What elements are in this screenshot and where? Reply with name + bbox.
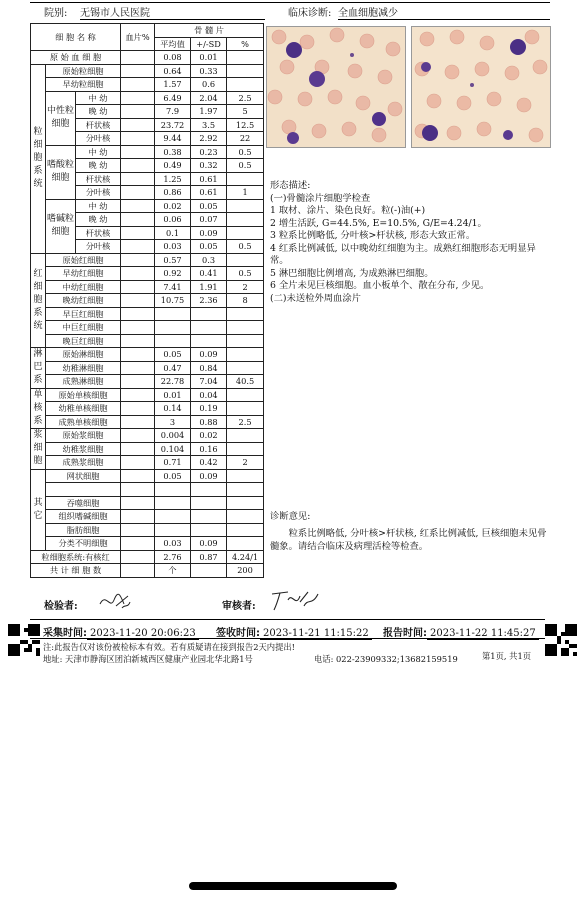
cell-name: 吞噬细胞 bbox=[46, 496, 121, 510]
table-row bbox=[31, 321, 264, 335]
cell-blood-pct bbox=[121, 483, 155, 497]
cell-sd: 0.88 bbox=[191, 415, 227, 429]
table-row bbox=[31, 375, 264, 389]
cell-subgroup-label: 中性粒细胞 bbox=[46, 91, 76, 145]
cell-mean: 0.004 bbox=[155, 429, 191, 443]
cell-mean: 10.75 bbox=[155, 294, 191, 308]
cell-blood-pct bbox=[121, 496, 155, 510]
cell-pct: 40.5 bbox=[227, 375, 264, 389]
cell-name: 杆状核 bbox=[76, 118, 121, 132]
cell-sd: 0.33 bbox=[191, 64, 227, 78]
cell-mean bbox=[155, 523, 191, 537]
cell-mean bbox=[155, 510, 191, 524]
cell-pct: 4.24/1 bbox=[227, 550, 264, 564]
cell-mean: 0.03 bbox=[155, 240, 191, 254]
cell-sd: 0.09 bbox=[191, 226, 227, 240]
cell-blood-pct bbox=[121, 105, 155, 119]
cell-sd bbox=[191, 523, 227, 537]
cell-name: 原始淋细胞 bbox=[46, 348, 121, 362]
cell-blood-pct bbox=[121, 429, 155, 443]
cell-pct: 1 bbox=[227, 186, 264, 200]
cell-blood-pct bbox=[121, 375, 155, 389]
cell-name: 晚 幼 bbox=[76, 105, 121, 119]
table-row bbox=[31, 348, 264, 362]
cell-sd: 1.97 bbox=[191, 105, 227, 119]
hospital-label: 院别: bbox=[44, 8, 68, 19]
cell-mean bbox=[155, 496, 191, 510]
cell-sd: 0.07 bbox=[191, 213, 227, 227]
table-row bbox=[31, 523, 264, 537]
cell-pct bbox=[227, 199, 264, 213]
cell-mean: 0.06 bbox=[155, 213, 191, 227]
smear-image-1 bbox=[267, 27, 405, 147]
cell-name: 杆状核 bbox=[76, 226, 121, 240]
cell-name: 晚巨红细胞 bbox=[46, 334, 121, 348]
inspector-signature bbox=[98, 590, 132, 612]
cell-sd: 0.42 bbox=[191, 456, 227, 470]
cell-sd: 2.04 bbox=[191, 91, 227, 105]
diagnosis-opinion bbox=[270, 510, 550, 553]
cell-pct bbox=[227, 213, 264, 227]
cell-name: 成熟单核细胞 bbox=[46, 415, 121, 429]
cell-sd bbox=[191, 483, 227, 497]
cell-pct bbox=[227, 483, 264, 497]
cell-pct: 0.5 bbox=[227, 145, 264, 159]
cell-blood-pct bbox=[121, 550, 155, 564]
table-row bbox=[31, 91, 264, 105]
cell-pct bbox=[227, 172, 264, 186]
cell-blood-pct bbox=[121, 348, 155, 362]
cell-mean bbox=[155, 321, 191, 335]
cell-name: 幼稚单核细胞 bbox=[46, 402, 121, 416]
table-row bbox=[31, 564, 264, 578]
cell-pct: 2.5 bbox=[227, 415, 264, 429]
cell-name: 幼稚浆细胞 bbox=[46, 442, 121, 456]
cell-sd: 2.92 bbox=[191, 132, 227, 146]
cell-subgroup-label: 嗜碱粒细胞 bbox=[46, 199, 76, 253]
cell-pct bbox=[227, 51, 264, 65]
cell-blood-pct bbox=[121, 132, 155, 146]
cell-name: 早幼粒细胞 bbox=[46, 78, 121, 92]
cell-sd: 0.16 bbox=[191, 442, 227, 456]
cell-pct bbox=[227, 429, 264, 443]
cell-count-table bbox=[30, 23, 264, 578]
footer-note: 注:此报告仅对该份被检标本有效。若有质疑请在接到报告2天内提出! bbox=[43, 642, 296, 652]
footer-page: 第1页, 共1页 bbox=[482, 651, 532, 661]
cell-mean: 0.08 bbox=[155, 51, 191, 65]
cell-sd: 0.19 bbox=[191, 402, 227, 416]
cell-name: 幼稚淋细胞 bbox=[46, 361, 121, 375]
table-row bbox=[31, 64, 264, 78]
cell-blood-pct bbox=[121, 334, 155, 348]
cell-blood-pct bbox=[121, 402, 155, 416]
cell-mean: 0.14 bbox=[155, 402, 191, 416]
cell-name: 组织嗜碱细胞 bbox=[46, 510, 121, 524]
cell-pct: 0.5 bbox=[227, 267, 264, 281]
cell-blood-pct bbox=[121, 199, 155, 213]
table-row bbox=[31, 496, 264, 510]
table-row bbox=[31, 456, 264, 470]
cell-name: 原始粒细胞 bbox=[46, 64, 121, 78]
table-row bbox=[31, 267, 264, 281]
cell-blood-pct bbox=[121, 159, 155, 173]
cell-mean: 7.41 bbox=[155, 280, 191, 294]
cell-mean: 1.57 bbox=[155, 78, 191, 92]
cell-mean: 1.25 bbox=[155, 172, 191, 186]
cell-blood-pct bbox=[121, 267, 155, 281]
cell-blood-pct bbox=[121, 523, 155, 537]
marrow-smear-photo-2 bbox=[411, 26, 551, 148]
cell-name: 早幼红细胞 bbox=[46, 267, 121, 281]
cell-pct: 200 bbox=[227, 564, 264, 578]
table-row bbox=[31, 510, 264, 524]
cell-name bbox=[46, 483, 121, 497]
cell-mean: 6.49 bbox=[155, 91, 191, 105]
cell-name: 分类不明细胞 bbox=[46, 537, 121, 551]
cell-blood-pct bbox=[121, 186, 155, 200]
morphology-title: 形态描述: bbox=[270, 180, 311, 191]
cell-name: 中幼红细胞 bbox=[46, 280, 121, 294]
morphology-line: 4 红系比例减低, 以中晚幼红细胞为主。成熟红细胞形态无明显异常。 bbox=[270, 242, 536, 266]
cell-name: 成熟浆细胞 bbox=[46, 456, 121, 470]
footer-address: 地址: 天津市静海区团泊新城西区健康产业园北华北路1号 bbox=[43, 654, 253, 664]
cell-blood-pct bbox=[121, 91, 155, 105]
table-row bbox=[31, 550, 264, 564]
cell-sd: 0.6 bbox=[191, 78, 227, 92]
cell-mean: 0.92 bbox=[155, 267, 191, 281]
cell-pct bbox=[227, 253, 264, 267]
cell-pct bbox=[227, 334, 264, 348]
cell-mean: 0.49 bbox=[155, 159, 191, 173]
col-header-marrow: 骨 髓 片 bbox=[155, 24, 264, 38]
morphology-line: (二)未送检外周血涂片 bbox=[270, 292, 361, 304]
inspector-label: 检验者: bbox=[44, 601, 78, 612]
cell-sd: 0.01 bbox=[191, 51, 227, 65]
cell-mean: 0.57 bbox=[155, 253, 191, 267]
cell-sd: 0.3 bbox=[191, 253, 227, 267]
table-row bbox=[31, 307, 264, 321]
collect-time-label: 采集时间: bbox=[43, 628, 87, 639]
cell-mean: 0.47 bbox=[155, 361, 191, 375]
cell-name: 中 幼 bbox=[76, 199, 121, 213]
table-row bbox=[31, 334, 264, 348]
cell-group-label: 红细胞系统 bbox=[31, 253, 46, 348]
cell-mean: 23.72 bbox=[155, 118, 191, 132]
table-row bbox=[31, 402, 264, 416]
cell-mean bbox=[155, 483, 191, 497]
cell-mean bbox=[155, 307, 191, 321]
cell-mean: 0.64 bbox=[155, 64, 191, 78]
table-row bbox=[31, 51, 264, 65]
cell-subgroup-label: 嗜酸粒细胞 bbox=[46, 145, 76, 199]
cell-blood-pct bbox=[121, 537, 155, 551]
col-header-blood: 血片% bbox=[121, 24, 155, 51]
receive-time-value: 2023-11-21 11:15:22 bbox=[260, 628, 372, 640]
cell-pct bbox=[227, 307, 264, 321]
cell-sd: 0.84 bbox=[191, 361, 227, 375]
cell-mean: 2.76 bbox=[155, 550, 191, 564]
cell-pct bbox=[227, 510, 264, 524]
collect-time-value: 2023-11-20 20:06:23 bbox=[87, 628, 199, 640]
cell-name: 早巨红细胞 bbox=[46, 307, 121, 321]
cell-blood-pct bbox=[121, 564, 155, 578]
morphology-line: 5 淋巴细胞比例增高, 为成熟淋巴细胞。 bbox=[270, 267, 434, 279]
cell-name: 网状细胞 bbox=[46, 469, 121, 483]
table-row bbox=[31, 361, 264, 375]
cell-mean: 3 bbox=[155, 415, 191, 429]
cell-sd: 0.61 bbox=[191, 172, 227, 186]
cell-sd bbox=[191, 510, 227, 524]
cell-mean: 0.05 bbox=[155, 469, 191, 483]
col-header-mean: 平均值 bbox=[155, 37, 191, 51]
cell-group-label: 粒细胞系统 bbox=[31, 64, 46, 253]
cell-pct bbox=[227, 537, 264, 551]
cell-sd: 1.91 bbox=[191, 280, 227, 294]
cell-pct: 0.5 bbox=[227, 159, 264, 173]
divider-top bbox=[30, 619, 545, 620]
cell-pct bbox=[227, 348, 264, 362]
cell-pct: 8 bbox=[227, 294, 264, 308]
cell-sd bbox=[191, 564, 227, 578]
cell-mean bbox=[155, 334, 191, 348]
cell-pct: 2.5 bbox=[227, 91, 264, 105]
cell-blood-pct bbox=[121, 145, 155, 159]
cell-blood-pct bbox=[121, 307, 155, 321]
qr-code-right-icon bbox=[545, 624, 577, 656]
home-indicator[interactable] bbox=[189, 882, 397, 890]
cell-pct: 2 bbox=[227, 456, 264, 470]
cell-blood-pct bbox=[121, 213, 155, 227]
table-row bbox=[31, 280, 264, 294]
cell-sd bbox=[191, 496, 227, 510]
cell-group-label: 其它 bbox=[31, 469, 46, 550]
cell-blood-pct bbox=[121, 78, 155, 92]
table-row bbox=[31, 429, 264, 443]
morphology-line: 2 增生活跃, G=44.5%, E=10.5%, G/E=4.24/1。 bbox=[270, 217, 487, 229]
cell-sd bbox=[191, 321, 227, 335]
cell-sd: 0.23 bbox=[191, 145, 227, 159]
cell-blood-pct bbox=[121, 294, 155, 308]
hospital-name: 无锡市人民医院 bbox=[80, 4, 265, 20]
cell-sd: 0.05 bbox=[191, 240, 227, 254]
qr-code-left-icon bbox=[8, 624, 40, 656]
cell-name: 中巨红细胞 bbox=[46, 321, 121, 335]
cell-name: 晚 幼 bbox=[76, 159, 121, 173]
cell-name: 成熟淋细胞 bbox=[46, 375, 121, 389]
cell-pct: 2 bbox=[227, 280, 264, 294]
cell-blood-pct bbox=[121, 253, 155, 267]
cell-pct: 5 bbox=[227, 105, 264, 119]
morphology-line: (一)骨髓涂片细胞学检查 bbox=[270, 192, 371, 204]
report-time-value: 2023-11-22 11:45:27 bbox=[427, 628, 539, 640]
cell-blood-pct bbox=[121, 361, 155, 375]
cell-sd: 2.36 bbox=[191, 294, 227, 308]
diagnosis-title: 诊断意见: bbox=[270, 511, 311, 522]
table-row bbox=[31, 388, 264, 402]
table-row bbox=[31, 294, 264, 308]
cell-blood-pct bbox=[121, 456, 155, 470]
cell-blood-pct bbox=[121, 442, 155, 456]
cell-blood-pct bbox=[121, 469, 155, 483]
cell-pct bbox=[227, 402, 264, 416]
cell-blood-pct bbox=[121, 321, 155, 335]
table-body bbox=[31, 51, 264, 578]
cell-mean: 0.71 bbox=[155, 456, 191, 470]
cell-pct bbox=[227, 226, 264, 240]
cell-blood-pct bbox=[121, 415, 155, 429]
cell-sd bbox=[191, 334, 227, 348]
cell-mean: 0.05 bbox=[155, 348, 191, 362]
cell-pct bbox=[227, 496, 264, 510]
cell-name: 杆状核 bbox=[76, 172, 121, 186]
cell-sd: 0.61 bbox=[191, 186, 227, 200]
cell-name: 晚 幼 bbox=[76, 213, 121, 227]
receive-time-label: 签收时间: bbox=[216, 628, 260, 639]
cell-name: 粒细胞系统:有核红 bbox=[31, 550, 121, 564]
cell-sd: 0.41 bbox=[191, 267, 227, 281]
cell-pct bbox=[227, 523, 264, 537]
cell-pct: 0.5 bbox=[227, 240, 264, 254]
cell-sd: 0.09 bbox=[191, 348, 227, 362]
footer-phone: 电话: 022-23909332;13682159519 bbox=[314, 654, 458, 664]
cell-blood-pct bbox=[121, 510, 155, 524]
cell-pct bbox=[227, 78, 264, 92]
marrow-smear-photo-1 bbox=[266, 26, 406, 148]
clinical-diagnosis-label: 临床诊断: bbox=[288, 8, 332, 19]
diagnosis-text: 粒系比例略低, 分叶核>杆状核, 红系比例减低, 巨核细胞未见骨髓象。请结合临床及病理活检等检查。 bbox=[270, 528, 547, 552]
table-row bbox=[31, 483, 264, 497]
table-row bbox=[31, 78, 264, 92]
cell-group-label: 单核系 bbox=[31, 388, 46, 429]
reviewer-signature bbox=[270, 588, 320, 612]
cell-mean: 0.38 bbox=[155, 145, 191, 159]
cell-blood-pct bbox=[121, 280, 155, 294]
cell-mean: 个 bbox=[155, 564, 191, 578]
cell-sd: 7.04 bbox=[191, 375, 227, 389]
cell-name: 中 幼 bbox=[76, 91, 121, 105]
divider-bottom bbox=[30, 638, 545, 639]
cell-pct bbox=[227, 442, 264, 456]
table-row bbox=[31, 199, 264, 213]
cell-sd: 0.02 bbox=[191, 429, 227, 443]
cell-name: 晚幼红细胞 bbox=[46, 294, 121, 308]
table-row bbox=[31, 469, 264, 483]
cell-mean: 7.9 bbox=[155, 105, 191, 119]
col-header-sd: +/-SD bbox=[191, 37, 227, 51]
cell-name: 原始红细胞 bbox=[46, 253, 121, 267]
cell-sd: 0.09 bbox=[191, 537, 227, 551]
reviewer-label: 审核者: bbox=[222, 601, 256, 612]
table-row bbox=[31, 442, 264, 456]
cell-mean: 0.1 bbox=[155, 226, 191, 240]
cell-name: 中 幼 bbox=[76, 145, 121, 159]
cell-mean: 22.78 bbox=[155, 375, 191, 389]
cell-pct bbox=[227, 64, 264, 78]
cell-blood-pct bbox=[121, 118, 155, 132]
cell-sd: 0.04 bbox=[191, 388, 227, 402]
cell-sd: 3.5 bbox=[191, 118, 227, 132]
cell-blood-pct bbox=[121, 64, 155, 78]
cell-blood-pct bbox=[121, 172, 155, 186]
cell-blood-pct bbox=[121, 388, 155, 402]
table-row bbox=[31, 145, 264, 159]
cell-sd bbox=[191, 307, 227, 321]
cell-mean: 0.01 bbox=[155, 388, 191, 402]
cell-sd: 0.32 bbox=[191, 159, 227, 173]
cell-blood-pct bbox=[121, 51, 155, 65]
cell-name: 分叶核 bbox=[76, 186, 121, 200]
morphology-line: 1 取材、涂片、染色良好。粒(-)油(+) bbox=[270, 205, 426, 216]
cell-name: 脂肪细胞 bbox=[46, 523, 121, 537]
cell-mean: 0.02 bbox=[155, 199, 191, 213]
cell-group-label: 淋巴系 bbox=[31, 348, 46, 389]
cell-mean: 9.44 bbox=[155, 132, 191, 146]
table-row bbox=[31, 537, 264, 551]
cell-sd: 0.05 bbox=[191, 199, 227, 213]
cell-blood-pct bbox=[121, 240, 155, 254]
cell-blood-pct bbox=[121, 226, 155, 240]
col-header-pct: % bbox=[227, 37, 264, 51]
cell-sd: 0.87 bbox=[191, 550, 227, 564]
cell-pct bbox=[227, 388, 264, 402]
cell-group-label: 浆细胞 bbox=[31, 429, 46, 470]
morphology-description bbox=[270, 180, 550, 305]
col-header-cell-name: 细 胞 名 称 bbox=[31, 24, 121, 51]
cell-pct: 22 bbox=[227, 132, 264, 146]
morphology-line: 6 全片未见巨核细胞。血小板单个、散在分布, 少见。 bbox=[270, 280, 490, 291]
clinical-diagnosis-value: 全血细胞减少 bbox=[338, 4, 550, 20]
morphology-line: 3 粒系比例略低, 分叶核>杆状核, 形态大致正常。 bbox=[270, 230, 476, 241]
cell-pct bbox=[227, 321, 264, 335]
cell-pct bbox=[227, 361, 264, 375]
smear-image-2 bbox=[412, 27, 550, 147]
cell-name: 分叶核 bbox=[76, 240, 121, 254]
cell-sd: 0.09 bbox=[191, 469, 227, 483]
table-row bbox=[31, 415, 264, 429]
cell-name: 原始单核细胞 bbox=[46, 388, 121, 402]
cell-mean: 0.104 bbox=[155, 442, 191, 456]
header-top-line bbox=[30, 2, 550, 3]
cell-name: 共 计 细 胞 数 bbox=[31, 564, 121, 578]
cell-mean: 0.86 bbox=[155, 186, 191, 200]
cell-pct bbox=[227, 469, 264, 483]
cell-name: 分叶核 bbox=[76, 132, 121, 146]
cell-name: 原始浆细胞 bbox=[46, 429, 121, 443]
cell-name: 原 始 血 细 胞 bbox=[31, 51, 121, 65]
cell-pct: 12.5 bbox=[227, 118, 264, 132]
cell-mean: 0.03 bbox=[155, 537, 191, 551]
report-time-label: 报告时间: bbox=[383, 628, 427, 639]
table-row bbox=[31, 253, 264, 267]
